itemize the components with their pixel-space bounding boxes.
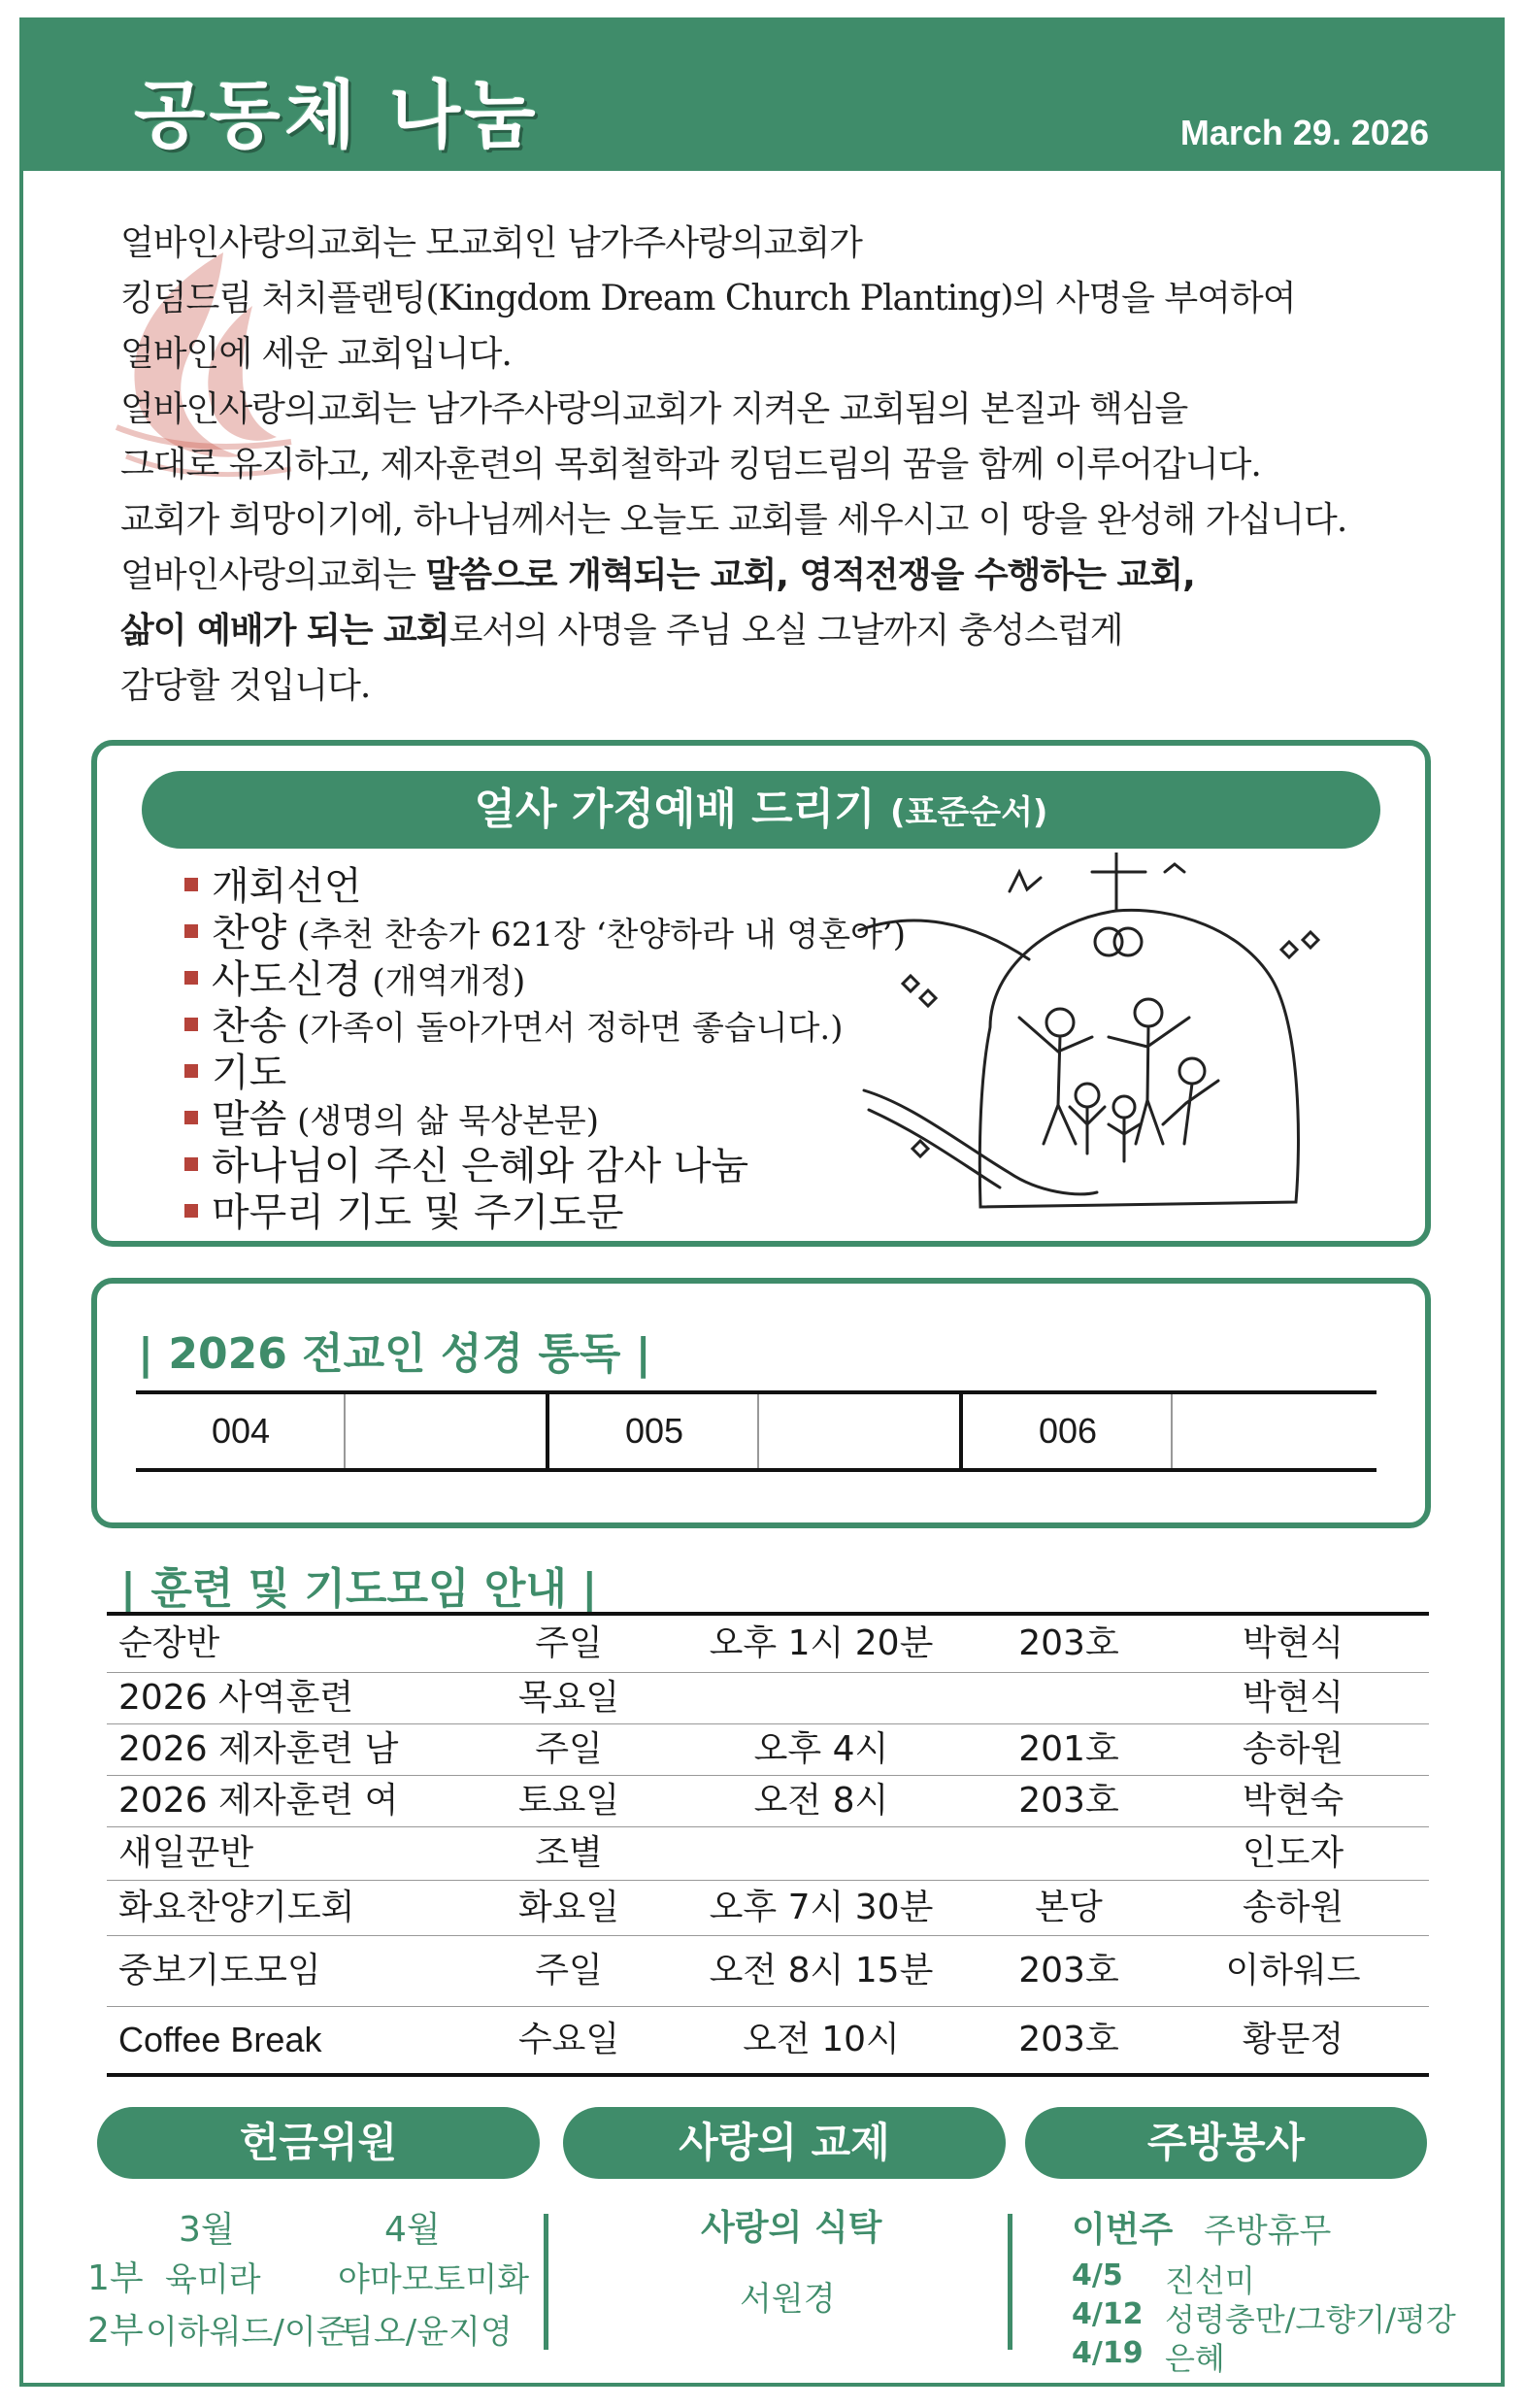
- table-cell: 새일꾼반: [118, 1833, 254, 1873]
- table-cell: 주일: [535, 1729, 603, 1769]
- training-table: [107, 1612, 1429, 2077]
- list-item: 찬송 (가족이 돌아가면서 정하면 좋습니다.): [184, 1004, 906, 1051]
- family-worship-title: 얼사 가정예배 드리기 (표준순서): [142, 771, 1380, 849]
- kitchen-date: 4/12: [1072, 2297, 1144, 2331]
- table-cell: 오전 8시: [753, 1781, 889, 1821]
- list-item: 하나님이 주신 은혜와 감사 나눔: [184, 1144, 906, 1190]
- fellowship-subtitle: 사랑의 식탁: [701, 2208, 882, 2248]
- table-cell: 오전 8시 15분: [709, 1951, 934, 1990]
- table-cell: 주일: [535, 1623, 603, 1663]
- table-cell: 화요일: [517, 1888, 620, 1927]
- fellowship-title: 사랑의 교제: [563, 2107, 1006, 2179]
- table-cell: [1173, 1394, 1377, 1468]
- table-cell: 이하워드: [1225, 1951, 1361, 1990]
- table-cell: 화요찬양기도회: [118, 1888, 355, 1927]
- bullet-square-icon: [184, 971, 198, 985]
- bullet-square-icon: [184, 1204, 198, 1218]
- fellowship-name: 서원경: [740, 2280, 836, 2319]
- bible-reading-title: | 2026 전교인 성경 통독 |: [138, 1329, 651, 1379]
- intro-line: 감당할 것입니다.: [120, 666, 371, 706]
- table-cell: [759, 1394, 963, 1468]
- table-cell: 오후 1시 20분: [709, 1623, 934, 1663]
- table-cell: 2026 사역훈련: [118, 1678, 354, 1718]
- intro-line: 얼바인에 세운 교회입니다.: [120, 334, 512, 374]
- training-title: | 훈련 및 기도모임 안내 |: [120, 1564, 598, 1614]
- table-cell: 203호: [1018, 1781, 1119, 1821]
- bullet-square-icon: [184, 924, 198, 938]
- bullet-square-icon: [184, 1157, 198, 1171]
- table-cell: 박현숙: [1242, 1781, 1344, 1821]
- bullet-square-icon: [184, 1064, 198, 1078]
- table-cell: 004: [136, 1394, 346, 1468]
- offering-member: 육미라: [165, 2260, 261, 2299]
- table-cell: 박현식: [1242, 1678, 1344, 1718]
- bullet-square-icon: [184, 1018, 198, 1031]
- table-row: [107, 1724, 1429, 1776]
- table-cell: 005: [549, 1394, 759, 1468]
- table-cell: 201호: [1018, 1729, 1119, 1769]
- kitchen-name: 은혜: [1165, 2340, 1225, 2377]
- table-cell: [980, 1673, 1145, 1723]
- table-cell: 오후 7시 30분: [709, 1888, 934, 1927]
- table-row: [107, 1616, 1429, 1673]
- table-cell: 송하원: [1242, 1888, 1344, 1927]
- offering-title: 헌금위원: [97, 2107, 540, 2179]
- table-cell: [980, 1827, 1145, 1880]
- table-cell: 2026 제자훈련 남: [118, 1729, 399, 1769]
- table-row: [107, 1776, 1429, 1827]
- table-cell: 2026 제자훈련 여: [118, 1781, 399, 1821]
- table-cell: 주일: [535, 1951, 603, 1990]
- list-item: 찬양 (추천 찬송가 621장 ‘찬양하라 내 영혼아’): [184, 911, 906, 957]
- divider: [544, 2214, 548, 2350]
- intro-line: 얼바인사랑의교회는 말씀으로 개혁되는 교회, 영적전쟁을 수행하는 교회,: [120, 555, 1195, 595]
- table-cell: 황문정: [1242, 2020, 1344, 2059]
- list-item: 사도신경 (개역개정): [184, 957, 906, 1004]
- page-title: 공동체 나눔: [134, 72, 540, 158]
- table-cell: 오후 4시: [753, 1729, 889, 1769]
- kitchen-date: 4/5: [1072, 2258, 1123, 2292]
- table-cell: 조별: [535, 1833, 603, 1873]
- kitchen-name: 진선미: [1165, 2262, 1255, 2299]
- table-cell: 203호: [1018, 1951, 1119, 1990]
- table-cell: [346, 1394, 549, 1468]
- table-cell: 목요일: [517, 1678, 620, 1718]
- offering-service-label: 2부: [87, 2311, 144, 2351]
- offering-month: 4월: [384, 2210, 441, 2250]
- table-cell: 203호: [1018, 1623, 1119, 1663]
- list-item: 개회선언: [184, 864, 906, 911]
- list-item: 말씀 (생명의 삶 묵상본문): [184, 1097, 906, 1144]
- offering-month: 3월: [179, 2210, 235, 2250]
- table-cell: 박현식: [1242, 1623, 1344, 1663]
- intro-line: 교회가 희망이기에, 하나님께서는 오늘도 교회를 세우시고 이 땅을 완성해 가십니다.: [120, 500, 1347, 540]
- table-cell: 수요일: [517, 2020, 620, 2059]
- table-cell: 순장반: [118, 1623, 220, 1663]
- page-date: March 29. 2026: [1179, 113, 1429, 152]
- offering-member: 야마모토미화: [338, 2260, 530, 2299]
- kitchen-date: 4/19: [1072, 2336, 1144, 2370]
- kitchen-title: 주방봉사: [1025, 2107, 1427, 2179]
- intro-line: 그대로 유지하고, 제자훈련의 목회철학과 킹덤드림의 꿈을 함께 이루어갑니다.: [120, 445, 1261, 485]
- table-row: [107, 1827, 1429, 1881]
- offering-member: 이하워드/이준: [146, 2313, 348, 2352]
- table-cell: [650, 1673, 980, 1723]
- table-cell: 006: [963, 1394, 1173, 1468]
- intro-line: 얼바인사랑의교회는 모교회인 남가주사랑의교회가: [120, 223, 862, 263]
- table-row: [107, 2007, 1429, 2073]
- intro-text: [120, 216, 1460, 714]
- table-row: [107, 1936, 1429, 2007]
- bible-reading-box: [91, 1278, 1431, 1528]
- kitchen-this-week-label: 이번주: [1072, 2210, 1174, 2250]
- table-cell: 토요일: [517, 1781, 620, 1821]
- page-header: [19, 17, 1505, 171]
- intro-line: 킹덤드림 처치플랜팅(Kingdom Dream Church Planting)의 사명을 부여하여: [120, 279, 1296, 318]
- table-cell: 송하원: [1242, 1729, 1344, 1769]
- divider: [1008, 2214, 1012, 2350]
- table-cell: Coffee Break: [118, 2020, 322, 2059]
- table-cell: 본당: [1035, 1888, 1103, 1927]
- list-item: 마무리 기도 및 주기도문: [184, 1190, 906, 1237]
- kitchen-this-week: 주방휴무: [1204, 2212, 1332, 2251]
- intro-line: 얼바인사랑의교회는 남가주사랑의교회가 지켜온 교회됨의 본질과 핵심을: [120, 389, 1188, 429]
- intro-line: 삶이 예배가 되는 교회로서의 사명을 주님 오실 그날까지 충성스럽게: [120, 611, 1123, 651]
- table-row: [107, 1881, 1429, 1936]
- bible-reading-table: [136, 1390, 1377, 1472]
- table-cell: [650, 1827, 980, 1880]
- worship-order-list: [184, 864, 906, 1237]
- family-worship-box: [91, 740, 1431, 1247]
- offering-service-label: 1부: [87, 2258, 144, 2298]
- kitchen-name: 성령충만/그향기/평강: [1165, 2301, 1456, 2338]
- table-row: [107, 1673, 1429, 1724]
- list-item: 기도: [184, 1051, 906, 1097]
- family-church-drawing-icon: [854, 853, 1359, 1221]
- table-cell: 인도자: [1242, 1833, 1344, 1873]
- table-cell: 203호: [1018, 2020, 1119, 2059]
- table-cell: 오전 10시: [743, 2020, 900, 2059]
- bullet-square-icon: [184, 1111, 198, 1124]
- bullet-square-icon: [184, 878, 198, 891]
- offering-member: 팀오/윤지영: [342, 2313, 513, 2352]
- table-cell: 중보기도모임: [118, 1951, 321, 1990]
